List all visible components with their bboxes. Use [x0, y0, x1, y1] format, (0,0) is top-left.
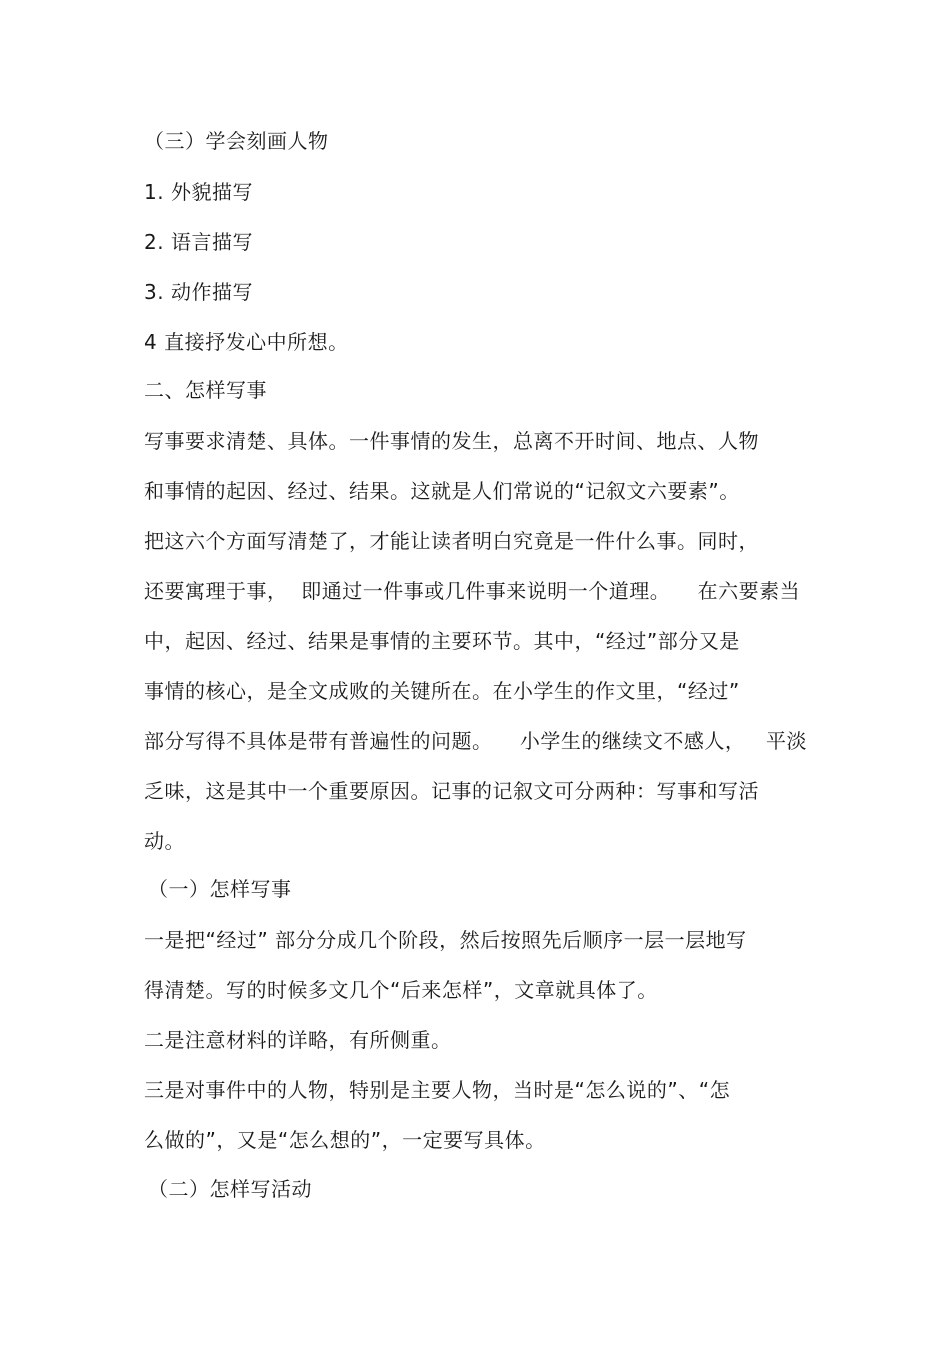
subheading-portray-characters: （三）学会刻画人物 — [144, 129, 329, 153]
paragraph-line: 三是对事件中的人物，特别是主要人物，当时是“怎么说的”、“怎 — [144, 1078, 731, 1102]
list-item-express-thoughts: 4 直接抒发心中所想。 — [144, 330, 349, 354]
paragraph-line: 还要寓理于事， 即通过一件事或几件事来说明一个道理。 在六要素当 — [144, 579, 801, 603]
list-item-language: 2. 语言描写 — [144, 230, 253, 254]
paragraph-line: 得清楚。写的时候多文几个“后来怎样”，文章就具体了。 — [144, 978, 658, 1002]
list-item-appearance: 1. 外貌描写 — [144, 180, 253, 204]
subheading-how-to-write-events: （一）怎样写事 — [148, 877, 292, 901]
paragraph-line: 和事情的起因、经过、结果。这就是人们常说的“记叙文六要素”。 — [144, 479, 740, 503]
paragraph-line: 部分写得不具体是带有普遍性的问题。 小学生的继续文不感人， 平淡 — [144, 729, 808, 753]
section-heading-write-events: 二、怎样写事 — [144, 378, 267, 402]
paragraph-line: 二是注意材料的详略，有所侧重。 — [144, 1028, 452, 1052]
paragraph-line: 乏味，这是其中一个重要原因。记事的记叙文可分两种：写事和写活 — [144, 779, 759, 803]
paragraph-line: 中，起因、经过、结果是事情的主要环节。其中，“经过”部分又是 — [144, 629, 740, 653]
paragraph-line: 么做的”，又是“怎么想的”，一定要写具体。 — [144, 1128, 546, 1152]
paragraph-line: 动。 — [144, 829, 185, 853]
paragraph-line: 事情的核心，是全文成败的关键所在。在小学生的作文里，“经过” — [144, 679, 740, 703]
subheading-how-to-write-activities: （二）怎样写活动 — [148, 1177, 312, 1201]
paragraph-line: 把这六个方面写清楚了，才能让读者明白究竟是一件什么事。同时， — [144, 529, 759, 553]
list-item-action: 3. 动作描写 — [144, 280, 253, 304]
paragraph-line: 写事要求清楚、具体。一件事情的发生，总离不开时间、地点、人物 — [144, 429, 759, 453]
paragraph-line: 一是把“经过” 部分分成几个阶段，然后按照先后顺序一层一层地写 — [144, 928, 747, 952]
